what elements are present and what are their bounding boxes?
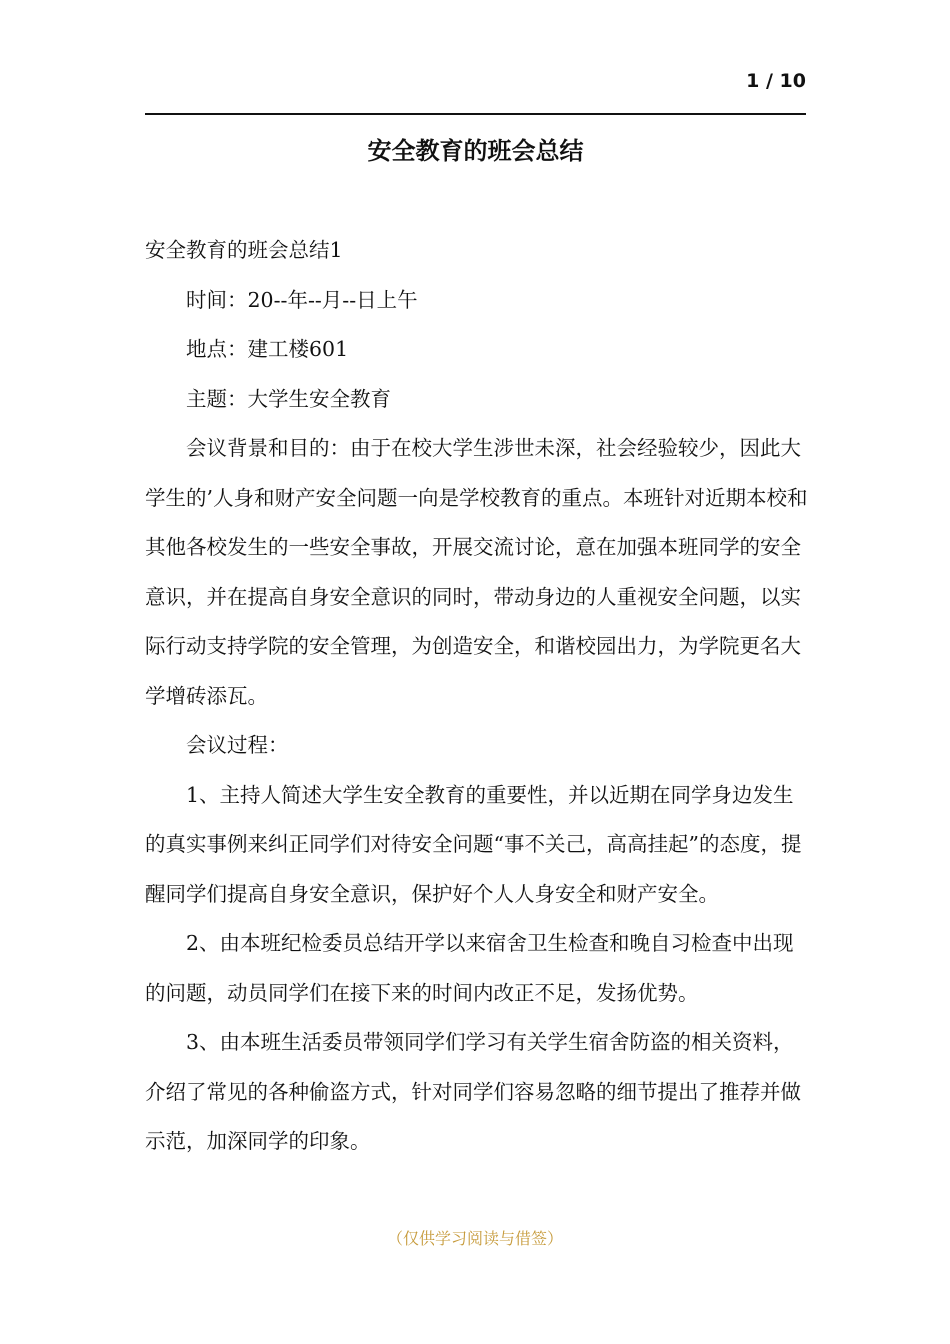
document-title: 安全教育的班会总结	[367, 136, 584, 165]
paragraph-theme: 主题：大学生安全教育	[186, 386, 391, 411]
paragraph-item-3: 3、由本班生活委员带领同学们学习有关学生宿舍防盗的相关资料，介绍了常见的各种偷盗方式，针对同学们容易忽略的细节提出了推荐并做示范，加深同学的印象。	[145, 1030, 801, 1153]
document-body	[145, 226, 810, 1167]
page-number: 1 / 10	[746, 70, 806, 92]
footer-note: （仅供学习阅读与借签）	[386, 1229, 563, 1248]
paragraph-time: 时间：20--年--月--日上午	[186, 287, 418, 312]
header-divider	[145, 113, 806, 115]
paragraph-process-heading: 会议过程：	[186, 733, 289, 757]
paragraph-background: 会议背景和目的：由于在校大学生涉世未深，社会经验较少，因此大学生的’人身和财产安全问题一向是学校教育的重点。本班针对近期本校和其他各校发生的一些安全事故，开展交流讨论，意在加强本班同学的安全意识，并在提高自身安全意识的同时，带动身边的人重视安全问题，以实际行动支持学院的安全管理，为创造安全，和谐校园出力，为学院更名大学增砖添瓦。	[145, 436, 808, 708]
paragraph-item-1: 1、主持人简述大学生安全教育的重要性，并以近期在同学身边发生的真实事例来纠正同学们对待安全问题“事不关己，高高挂起”的态度，提醒同学们提高自身安全意识，保护好个人人身安全和财产安全。	[145, 782, 802, 906]
paragraph-item-2: 2、由本班纪检委员总结开学以来宿舍卫生检查和晚自习检查中出现的问题，动员同学们在接下来的时间内改正不足，发扬优势。	[145, 931, 794, 1005]
paragraph-location: 地点：建工楼601	[186, 337, 349, 361]
section-title: 安全教育的班会总结1	[145, 238, 343, 262]
